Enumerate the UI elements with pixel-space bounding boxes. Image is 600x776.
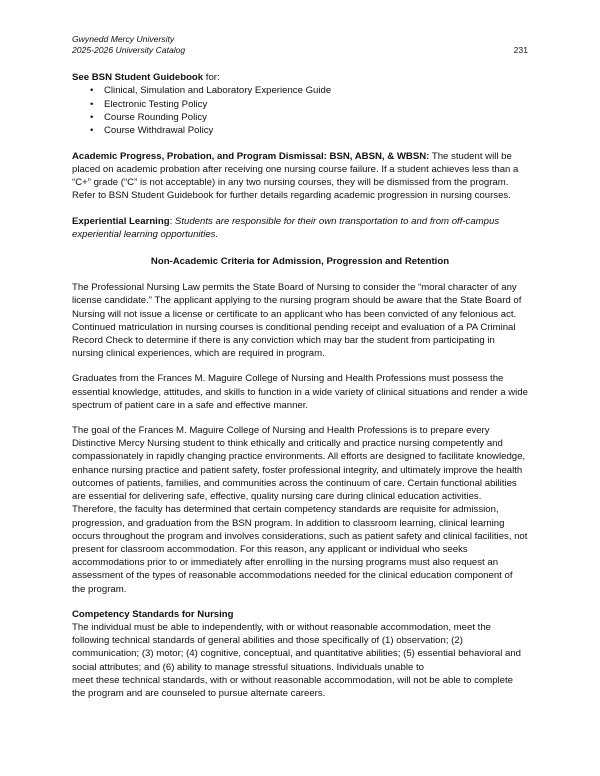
bullet-icon: • <box>90 112 94 124</box>
list-item-text: Course Rounding Policy <box>104 112 207 124</box>
bullet-icon: • <box>90 85 94 97</box>
guidebook-link-text: See BSN Student Guidebook <box>72 72 204 83</box>
experiential-text: Students are responsible for their own transportation to and from off-campus experiential learning opportunities. <box>72 215 500 240</box>
experiential-paragraph <box>72 215 528 241</box>
academic-progress-text: The student will be placed on academic probation after receiving one nursing course failure. If a student achieves less than a “C+” grade (“C” is not acceptable) in any two nursing courses, they will be dismissed from the program. Refer to BSN Student Guidebook for further details regarding academic progression in nursing courses. <box>72 150 519 202</box>
non-academic-paragraph-1: The Professional Nursing Law permits the State Board of Nursing to consider the “moral character of any license candidate.” The applicant applying to the nursing program should be aware that the State Board of Nursing will not issue a license or certificate to an applicant who has been convicted of any felonious act. Continued matriculation in nursing courses is conditional pending receipt and evaluation of a PA Criminal Record Check to determine if there is any conviction which may bar the student from participating in nursing clinical experiences, which are required in program. <box>72 282 522 360</box>
competency-heading-text: Competency Standards for Nursing <box>72 608 234 620</box>
list-item-text: Electronic Testing Policy <box>104 98 208 110</box>
page-number: 231 <box>513 45 528 55</box>
list-item <box>90 98 528 111</box>
experiential-heading: Experiential Learning <box>72 215 170 227</box>
bullet-icon: • <box>90 125 94 137</box>
competency-text-continued: meet these technical standards, with or without reasonable accommodation, will not be able to complete the program and are counseled to pursue alternate careers. <box>72 674 514 699</box>
guidebook-intro-rest: for: <box>203 72 220 83</box>
non-academic-paragraph-3: The goal of the Frances M. Maguire College of Nursing and Health Professions is to prepare every Distinctive Mercy Nursing student to think ethically and critically and practice nursing competently and compassionately in rapidly changing practice environments. All efforts are designed to facilitate knowledge, enhance nursing practice and patient safety, foster professional integrity, and ultimately improve the health outcomes of patients, families, and communities across the continuum of care. Certain functional abilities are essential for delivering safe, effective, quality nursing care during clinical education activities. Therefore, the faculty has determined that certain competency standards are requisite for admission, progression, and graduation from the BSN program. In addition to classroom learning, clinical learning occurs throughout the program and involves considerations, such as patient safety and clinical facilities, not present for classroom accommodation. For this reason, any applicant or individual who seeks accommodations prior to or immediately after enrolling in the nursing programs must also request an assessment of the types of reasonable accommodations needed for the clinical education component of the program. <box>72 425 528 595</box>
list-item <box>90 111 528 124</box>
page-header <box>72 34 528 56</box>
guidebook-intro <box>72 71 528 84</box>
list-item-text: Course Withdrawal Policy <box>104 125 214 137</box>
catalog-title: 2025-2026 University Catalog <box>72 45 186 55</box>
catalog-page <box>72 34 528 700</box>
experiential-colon: : <box>169 215 175 227</box>
non-academic-heading: Non-Academic Criteria for Admission, Progression and Retention <box>150 256 450 268</box>
guidebook-list <box>72 84 528 138</box>
competency-heading <box>72 608 528 621</box>
academic-progress-paragraph <box>72 150 528 203</box>
competency-text: The individual must be able to independently, with or without reasonable accommodation, meet the following technical standards of general abilities and those specifically of (1) observation; (2) communication; (3) motor; (4) cognitive, conceptual, and quantitative abilities; (5) essential behavioral and social attributes; and (6) ability to manage stressful situations. Individuals unable to <box>72 621 522 673</box>
bullet-icon: • <box>90 98 94 110</box>
list-item <box>90 124 528 137</box>
non-academic-paragraph-2: Graduates from the Frances M. Maguire College of Nursing and Health Professions must possess the essential knowledge, attitudes, and skills to function in a wide variety of clinical situations and render a wide spectrum of patient care in a safe and effective manner. <box>72 373 528 411</box>
list-item <box>90 84 528 97</box>
academic-progress-heading: Academic Progress, Probation, and Program Dismissal: BSN, ABSN, & WBSN: <box>72 150 430 162</box>
list-item-text: Clinical, Simulation and Laboratory Experience Guide <box>104 85 332 97</box>
institution-name: Gwynedd Mercy University <box>72 34 175 44</box>
